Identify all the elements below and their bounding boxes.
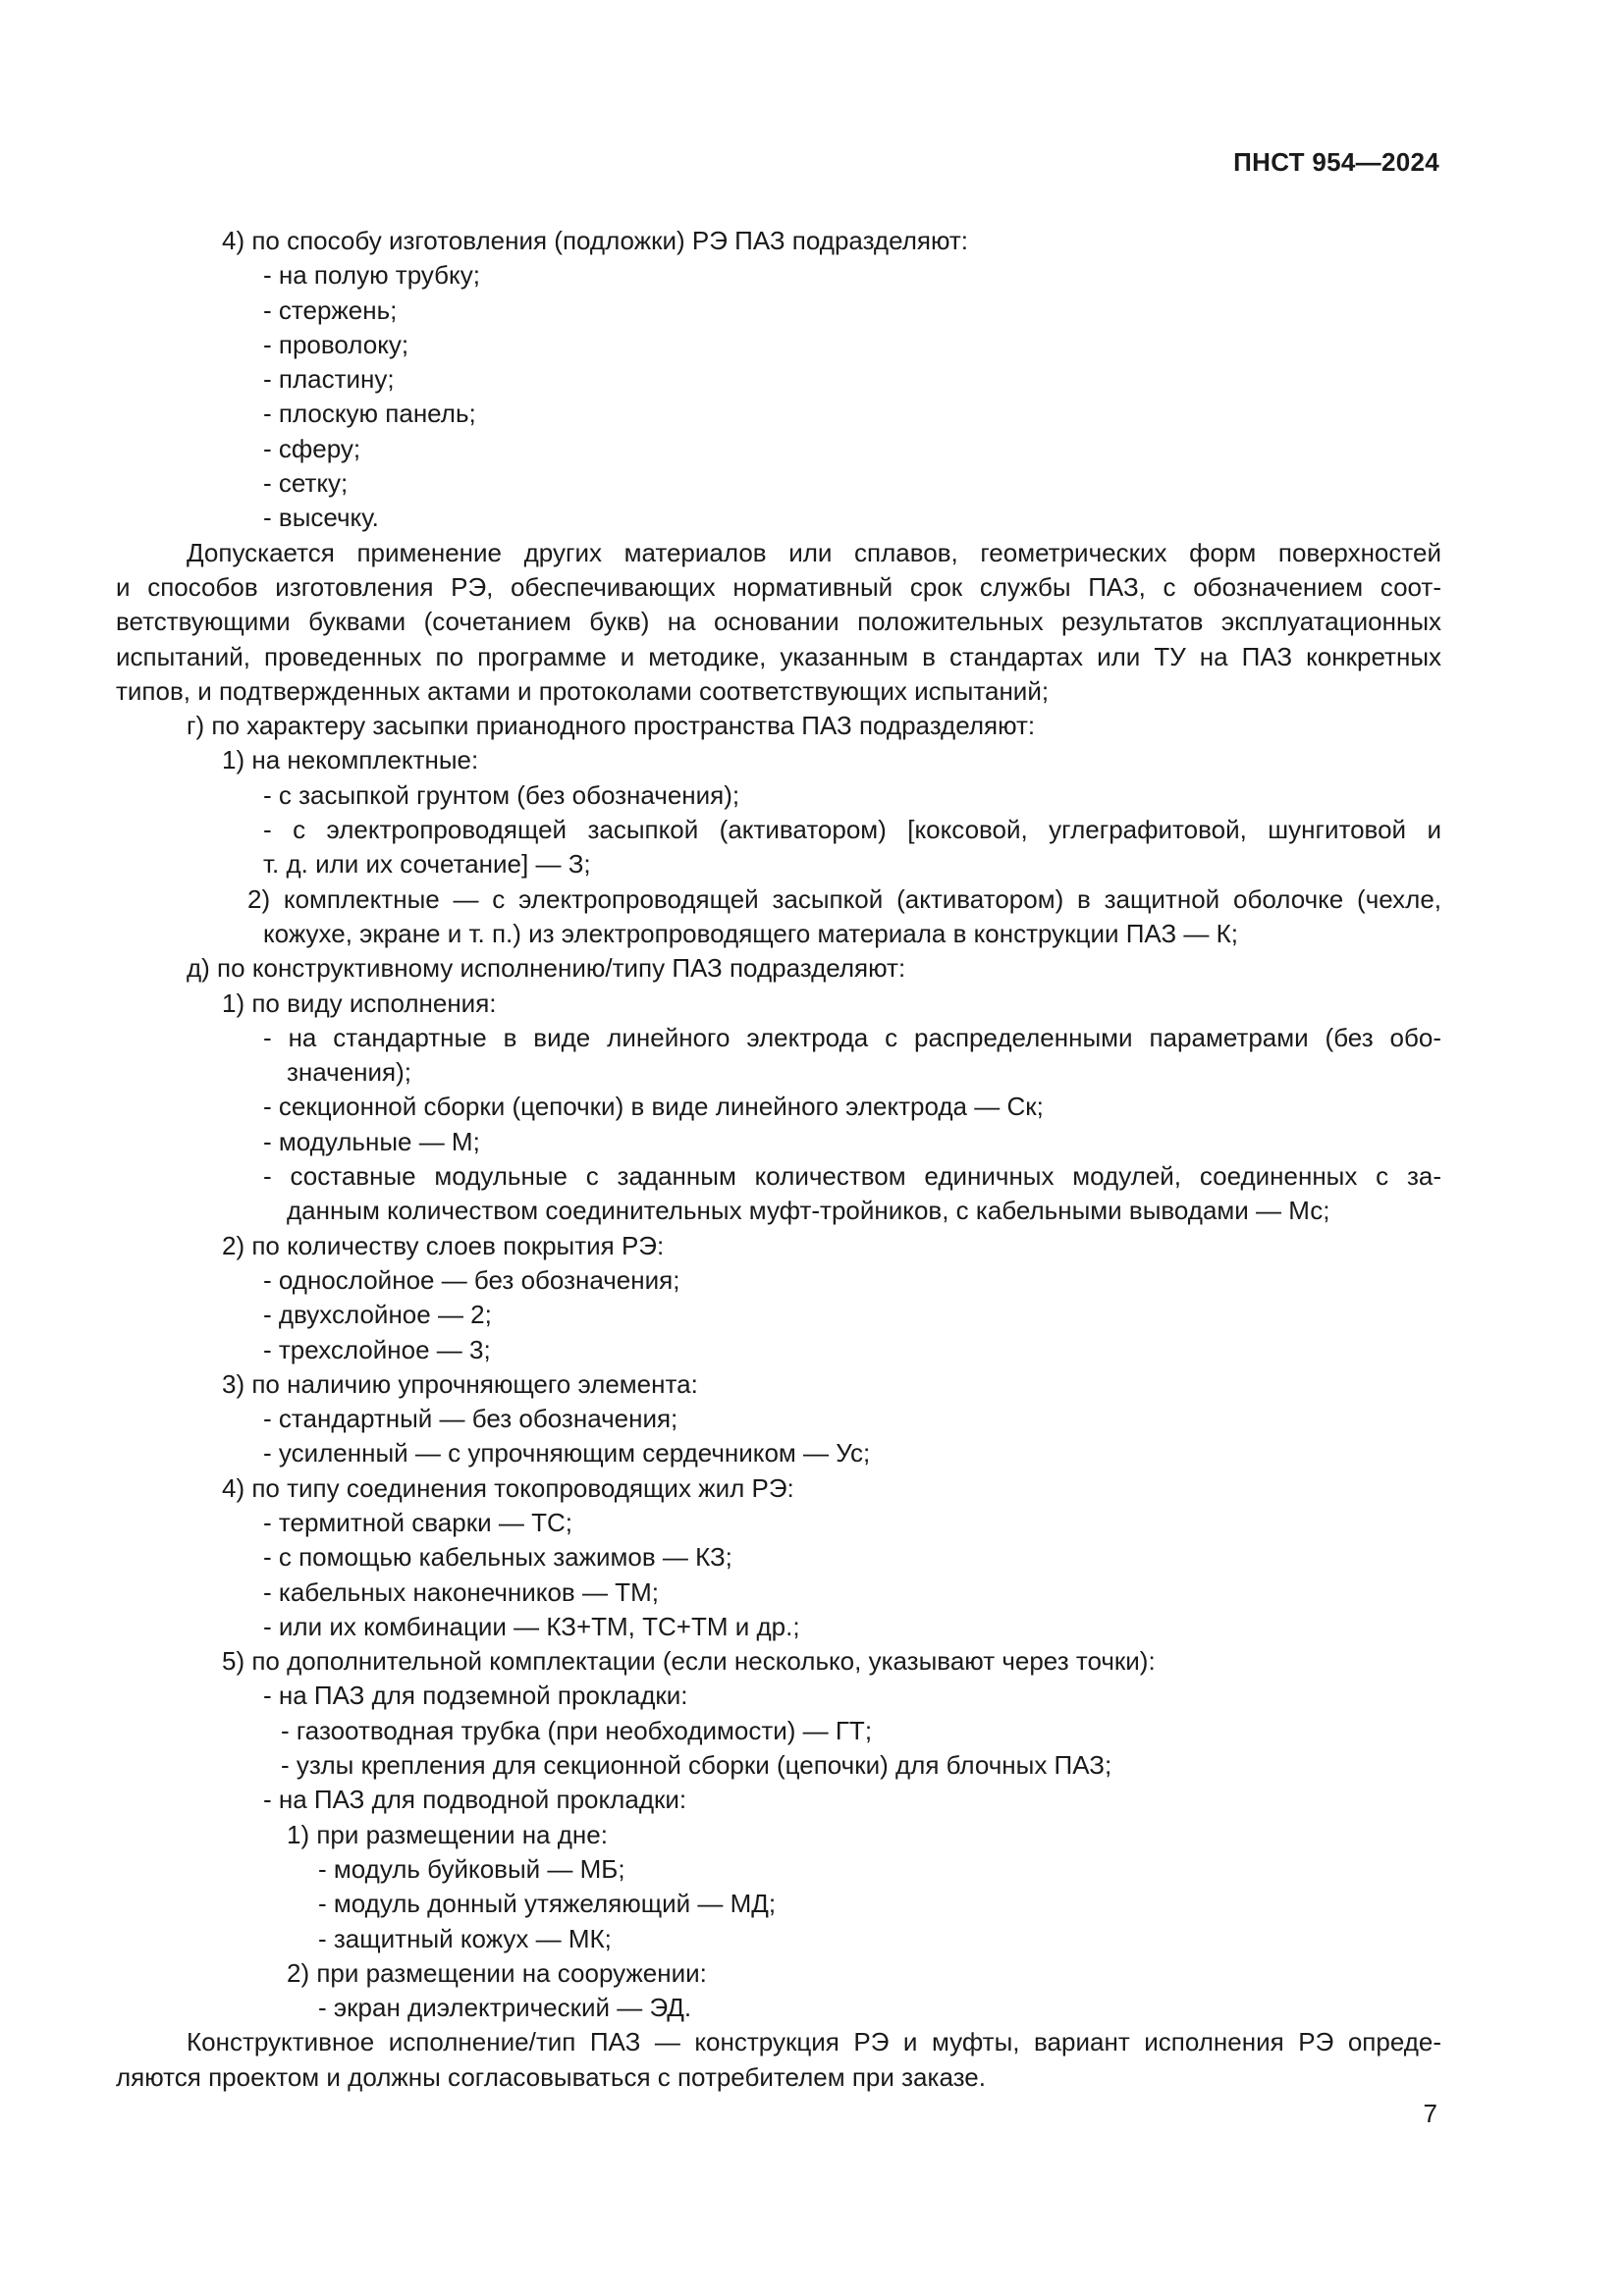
list-item-dash: - защитный кожух — МК;: [318, 1923, 612, 1953]
list-item-dash: - плоскую панель;: [263, 399, 476, 429]
list-item-letter: д) по конструктивному исполнению/типу ПАЗ подразделяют:: [187, 953, 906, 984]
list-item-numbered: 4) по типу соединения токопроводящих жил РЭ:: [222, 1472, 794, 1503]
list-item-numbered: 4) по способу изготовления (подложки) РЭ ПАЗ подразделяют:: [222, 226, 969, 255]
list-item-dash: - сетку;: [263, 468, 349, 499]
list-item-dash: - с засыпкой грунтом (без обозначения);: [263, 779, 740, 810]
list-item-dash: - двухслойное — 2;: [263, 1300, 492, 1330]
list-item-numbered: 1) по виду исполнения:: [222, 988, 497, 1018]
list-item-dash: - усиленный — с упрочняющим сердечником — Ус;: [263, 1438, 871, 1468]
document-body: [116, 224, 1441, 2095]
list-item-numbered: 1) при размещении на дне:: [287, 1819, 608, 1849]
list-item-numbered: 1) на некомплектные:: [222, 745, 479, 775]
list-item-continuation: значения);: [287, 1057, 412, 1088]
list-item-numbered: 2) при размещении на сооружении:: [287, 1957, 707, 1988]
list-item-dash: - узлы крепления для секционной сборки (цепочки) для блочных ПАЗ;: [281, 1750, 1112, 1781]
list-item-dash: - составные модульные с заданным количеством единичных модулей, соединенных с за-: [263, 1161, 1441, 1192]
list-item-numbered: 5) по дополнительной комплектации (если несколько, указывают через точки):: [222, 1646, 1156, 1677]
list-item-dash: - стержень;: [263, 294, 398, 325]
paragraph-line: и способов изготовления РЭ, обеспечивающих нормативный срок службы ПАЗ, с обозначением соот-: [116, 571, 1441, 602]
list-item-dash: - однослойное — без обозначения;: [263, 1264, 680, 1295]
document-code: ПНСТ 954—2024: [1233, 147, 1439, 177]
list-item-dash: - высечку.: [263, 503, 379, 533]
list-item-dash: - сферу;: [263, 433, 361, 463]
list-item-dash: - экран диэлектрический — ЭД.: [318, 1993, 692, 2023]
paragraph-line: Допускается применение других материалов или сплавов, геометрических форм поверхностей: [187, 537, 1441, 567]
list-item-continuation: кожухе, экране и т. п.) из электропроводящего материала в конструкции ПАЗ — К;: [263, 918, 1238, 948]
list-item-dash: - пластину;: [263, 364, 395, 395]
paragraph-line: ветствующими буквами (сочетанием букв) на основании положительных результатов эксплуатационных: [116, 607, 1441, 637]
list-item-dash: - с электропроводящей засыпкой (активатором) [коксовой, углеграфитовой, шунгитовой и: [263, 815, 1441, 845]
list-item-dash: - трехслойное — 3;: [263, 1334, 491, 1364]
list-item-dash: - модульные — М;: [263, 1126, 480, 1156]
list-item-dash: - на полую трубку;: [263, 260, 480, 291]
list-item-dash: - проволоку;: [263, 329, 409, 359]
list-item-continuation: т. д. или их сочетание] — З;: [263, 849, 591, 880]
list-item-dash: - на ПАЗ для подводной прокладки:: [263, 1785, 687, 1815]
list-item-continuation: данным количеством соединительных муфт-тройников, с кабельными выводами — Мс;: [287, 1196, 1330, 1226]
paragraph-line: типов, и подтвержденных актами и протоколами соответствующих испытаний;: [116, 675, 1050, 706]
list-item-dash: - с помощью кабельных зажимов — КЗ;: [263, 1542, 732, 1573]
list-item-numbered: 3) по наличию упрочняющего элемента:: [222, 1368, 698, 1399]
list-item-dash: - термитной сварки — ТС;: [263, 1507, 572, 1537]
paragraph-line: ляются проектом и должны согласовываться с потребителем при заказе.: [116, 2061, 986, 2092]
list-item-numbered: 2) по количеству слоев покрытия РЭ:: [222, 1230, 665, 1260]
list-item-letter: г) по характеру засыпки прианодного пространства ПАЗ подразделяют:: [187, 711, 1036, 741]
list-item-dash: - на ПАЗ для подземной прокладки:: [263, 1681, 688, 1711]
list-item-dash: - секционной сборки (цепочки) в виде линейного электрода — Ск;: [263, 1092, 1044, 1122]
list-item-dash: - модуль донный утяжеляющий — МД;: [318, 1889, 777, 1919]
list-item-dash: - стандартный — без обозначения;: [263, 1404, 678, 1434]
list-item-numbered: 2) комплектные — с электропроводящей засыпкой (активатором) в защитной оболочке (чехле,: [247, 883, 1441, 914]
list-item-dash: - модуль буйковый — МБ;: [318, 1853, 625, 1884]
list-item-dash: - газоотводная трубка (при необходимости) — ГТ;: [281, 1715, 873, 1745]
list-item-dash: - или их комбинации — КЗ+ТМ, ТС+ТМ и др.;: [263, 1611, 800, 1641]
paragraph-line: испытаний, проведенных по программе и методике, указанным в стандартах или ТУ на ПАЗ конкретных: [116, 641, 1441, 671]
list-item-dash: - кабельных наконечников — ТМ;: [263, 1576, 659, 1607]
paragraph-line: Конструктивное исполнение/тип ПАЗ — конструкция РЭ и муфты, вариант исполнения РЭ опреде-: [187, 2027, 1441, 2057]
list-item-dash: - на стандартные в виде линейного электрода с распределенными параметрами (без обо-: [263, 1022, 1441, 1052]
page-number: 7: [1423, 2099, 1437, 2128]
